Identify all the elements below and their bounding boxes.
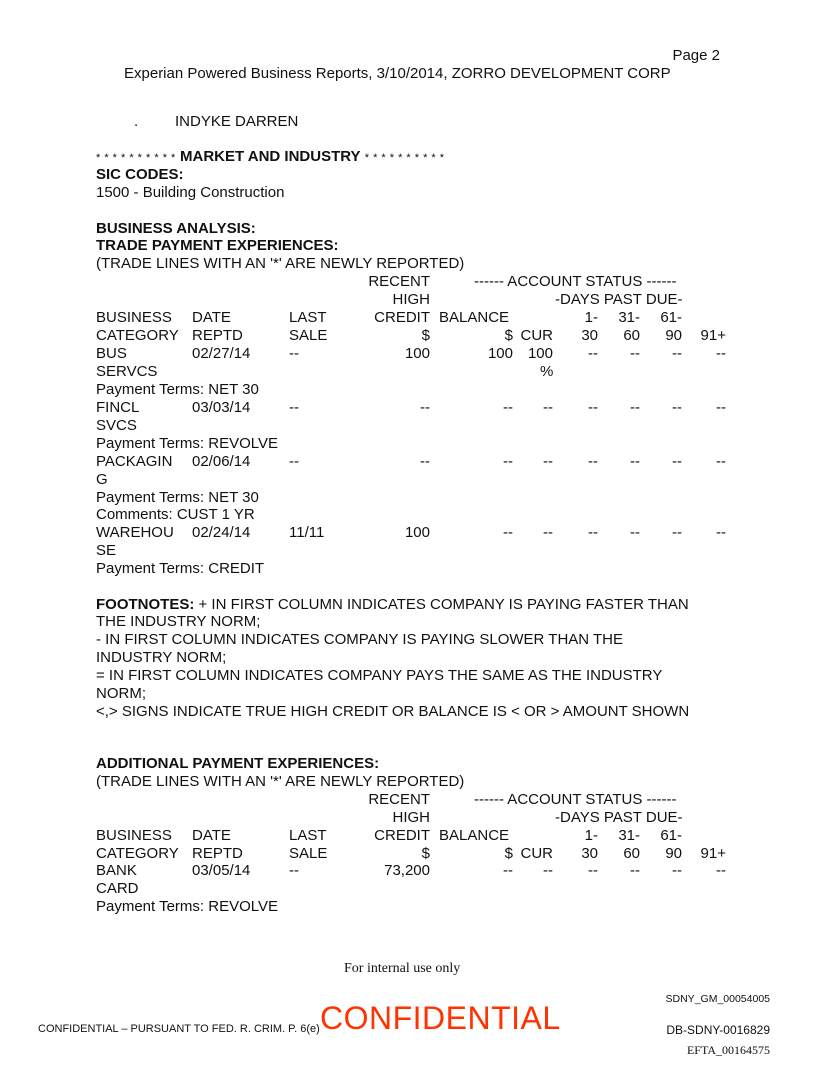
col-last: LAST	[289, 827, 327, 844]
row-60: --	[630, 345, 640, 362]
row-date: 03/03/14	[192, 399, 251, 416]
confidential-legend: CONFIDENTIAL – PURSUANT TO FED. R. CRIM. P. 6(e)	[38, 1023, 320, 1035]
row-91: --	[716, 524, 726, 541]
footnote-line-3: - IN FIRST COLUMN INDICATES COMPANY IS PAYING SLOWER THAN THE	[96, 631, 624, 648]
footnotes-label: FOOTNOTES:	[96, 596, 195, 613]
footnote-line-2: THE INDUSTRY NORM;	[96, 613, 261, 630]
market-heading-line	[96, 148, 445, 167]
stars-right: * * * * * * * * * *	[364, 152, 445, 164]
col-business: BUSINESS	[96, 827, 172, 844]
col-dollar-credit: $	[421, 327, 430, 344]
stars-left: * * * * * * * * * *	[96, 152, 176, 164]
days-past-due-heading: -DAYS PAST DUE-	[555, 291, 683, 308]
row-90: --	[672, 345, 682, 362]
row-balance: --	[503, 399, 513, 416]
row-60: --	[630, 399, 640, 416]
footnote-line-7: <,> SIGNS INDICATE TRUE HIGH CREDIT OR BALANCE IS < OR > AMOUNT SHOWN	[96, 703, 690, 720]
row-cur: --	[543, 453, 553, 470]
row-30: --	[588, 524, 598, 541]
account-status-heading: ------ ACCOUNT STATUS ------	[474, 791, 677, 808]
row-last-sale: --	[289, 862, 299, 879]
col-30: 30	[581, 845, 598, 862]
row-60: --	[630, 862, 640, 879]
row-high-credit: --	[420, 399, 430, 416]
row-payment-terms: Payment Terms: NET 30	[96, 489, 259, 506]
row-payment-terms: Payment Terms: NET 30	[96, 381, 259, 398]
sic-label: SIC CODES:	[96, 166, 184, 183]
col-category: CATEGORY	[96, 327, 179, 344]
col-1: 1-	[584, 309, 598, 326]
col-high: HIGH	[392, 291, 430, 308]
report-title: Experian Powered Business Reports, 3/10/2014, ZORRO DEVELOPMENT CORP	[124, 65, 671, 82]
row-cur: --	[543, 399, 553, 416]
col-91: 91+	[700, 845, 726, 862]
sic-value: 1500 - Building Construction	[96, 184, 285, 201]
row-90: --	[672, 524, 682, 541]
col-91: 91+	[700, 327, 726, 344]
row-category-cont: SVCS	[96, 417, 137, 434]
col-sale: SALE	[289, 327, 328, 344]
row-30: --	[588, 862, 598, 879]
row-high-credit: --	[420, 453, 430, 470]
row-91: --	[716, 453, 726, 470]
additional-heading: ADDITIONAL PAYMENT EXPERIENCES:	[96, 755, 380, 772]
row-cur: --	[543, 862, 553, 879]
days-past-due-heading: -DAYS PAST DUE-	[555, 809, 683, 826]
additional-note: (TRADE LINES WITH AN '*' ARE NEWLY REPORTED)	[96, 773, 465, 790]
row-category: BUS	[96, 345, 127, 362]
row-comments: Comments: CUST 1 YR	[96, 506, 255, 523]
col-credit: CREDIT	[374, 827, 430, 844]
page-number: Page 2	[672, 47, 720, 64]
row-date: 02/24/14	[192, 524, 251, 541]
col-61: 61-	[660, 827, 682, 844]
col-30: 30	[581, 327, 598, 344]
col-balance: BALANCE	[439, 309, 510, 326]
trade-note: (TRADE LINES WITH AN '*' ARE NEWLY REPORTED)	[96, 255, 465, 272]
col-reptd: REPTD	[192, 845, 243, 862]
col-last: LAST	[289, 309, 327, 326]
col-credit: CREDIT	[374, 309, 430, 326]
row-last-sale: --	[289, 399, 299, 416]
business-analysis-heading: BUSINESS ANALYSIS:	[96, 220, 256, 237]
footnote-text-1: + IN FIRST COLUMN INDICATES COMPANY IS PAYING FASTER THAN	[194, 596, 689, 613]
row-high-credit: 100	[404, 524, 430, 541]
market-heading: MARKET AND INDUSTRY	[180, 148, 361, 165]
col-sale: SALE	[289, 845, 328, 862]
row-balance: --	[503, 524, 513, 541]
col-60: 60	[623, 327, 640, 344]
row-91: --	[716, 345, 726, 362]
row-30: --	[588, 453, 598, 470]
row-category-cont: CARD	[96, 880, 139, 897]
col-cur: CUR	[520, 845, 553, 862]
trade-payment-heading: TRADE PAYMENT EXPERIENCES:	[96, 237, 339, 254]
col-61: 61-	[660, 309, 682, 326]
row-last-sale: --	[289, 453, 299, 470]
row-30: --	[588, 345, 598, 362]
col-date: DATE	[192, 827, 231, 844]
row-category: FINCL	[96, 399, 140, 416]
col-31: 31-	[618, 309, 640, 326]
row-payment-terms: Payment Terms: REVOLVE	[96, 898, 279, 915]
col-category: CATEGORY	[96, 845, 179, 862]
person-name: INDYKE DARREN	[175, 113, 299, 130]
col-90: 90	[665, 327, 682, 344]
row-balance: --	[503, 453, 513, 470]
col-business: BUSINESS	[96, 309, 172, 326]
row-category: PACKAGIN	[96, 453, 173, 470]
col-recent: RECENT	[368, 273, 430, 290]
footnote-line-5: = IN FIRST COLUMN INDICATES COMPANY PAYS THE SAME AS THE INDUSTRY	[96, 667, 663, 684]
footnote-line-6: NORM;	[96, 685, 146, 702]
row-category-cont: SERVCS	[96, 363, 158, 380]
bullet: .	[134, 113, 139, 130]
account-status-heading: ------ ACCOUNT STATUS ------	[474, 273, 677, 290]
row-cur: --	[543, 524, 553, 541]
row-date: 02/27/14	[192, 345, 251, 362]
col-cur: CUR	[520, 327, 553, 344]
row-balance: 100	[487, 345, 513, 362]
col-dollar-balance: $	[504, 327, 513, 344]
efta-number: EFTA_00164575	[686, 1043, 770, 1057]
row-payment-terms: Payment Terms: REVOLVE	[96, 435, 279, 452]
row-high-credit: 100	[404, 345, 430, 362]
row-balance: --	[503, 862, 513, 879]
bates-number-db-sdny: DB-SDNY-0016829	[666, 1023, 770, 1037]
row-30: --	[588, 399, 598, 416]
row-90: --	[672, 862, 682, 879]
col-dollar-credit: $	[421, 845, 430, 862]
row-cur-percent: %	[540, 363, 554, 380]
col-recent: RECENT	[368, 791, 430, 808]
col-90: 90	[665, 845, 682, 862]
col-reptd: REPTD	[192, 327, 243, 344]
footnote-line-1	[96, 596, 689, 614]
row-date: 03/05/14	[192, 862, 251, 879]
col-date: DATE	[192, 309, 231, 326]
row-91: --	[716, 862, 726, 879]
row-payment-terms: Payment Terms: CREDIT	[96, 560, 265, 577]
row-last-sale: 11/11	[289, 524, 325, 541]
row-91: --	[716, 399, 726, 416]
row-category-cont: SE	[96, 542, 117, 559]
col-31: 31-	[618, 827, 640, 844]
row-category-cont: G	[96, 471, 108, 488]
row-60: --	[630, 453, 640, 470]
col-60: 60	[623, 845, 640, 862]
confidential-stamp: CONFIDENTIAL	[320, 1000, 561, 1036]
footnote-line-4: INDUSTRY NORM;	[96, 649, 227, 666]
row-high-credit: 73,200	[384, 862, 430, 879]
row-60: --	[630, 524, 640, 541]
row-date: 02/06/14	[192, 453, 251, 470]
col-dollar-balance: $	[504, 845, 513, 862]
row-category: BANK	[96, 862, 137, 879]
row-last-sale: --	[289, 345, 299, 362]
row-cur: 100	[527, 345, 553, 362]
row-90: --	[672, 453, 682, 470]
col-high: HIGH	[392, 809, 430, 826]
bates-number-sdny-gm: SDNY_GM_00054005	[665, 993, 770, 1005]
col-1: 1-	[584, 827, 598, 844]
internal-use-note: For internal use only	[344, 961, 461, 976]
col-balance: BALANCE	[439, 827, 510, 844]
row-90: --	[672, 399, 682, 416]
row-category: WAREHOU	[96, 524, 174, 541]
